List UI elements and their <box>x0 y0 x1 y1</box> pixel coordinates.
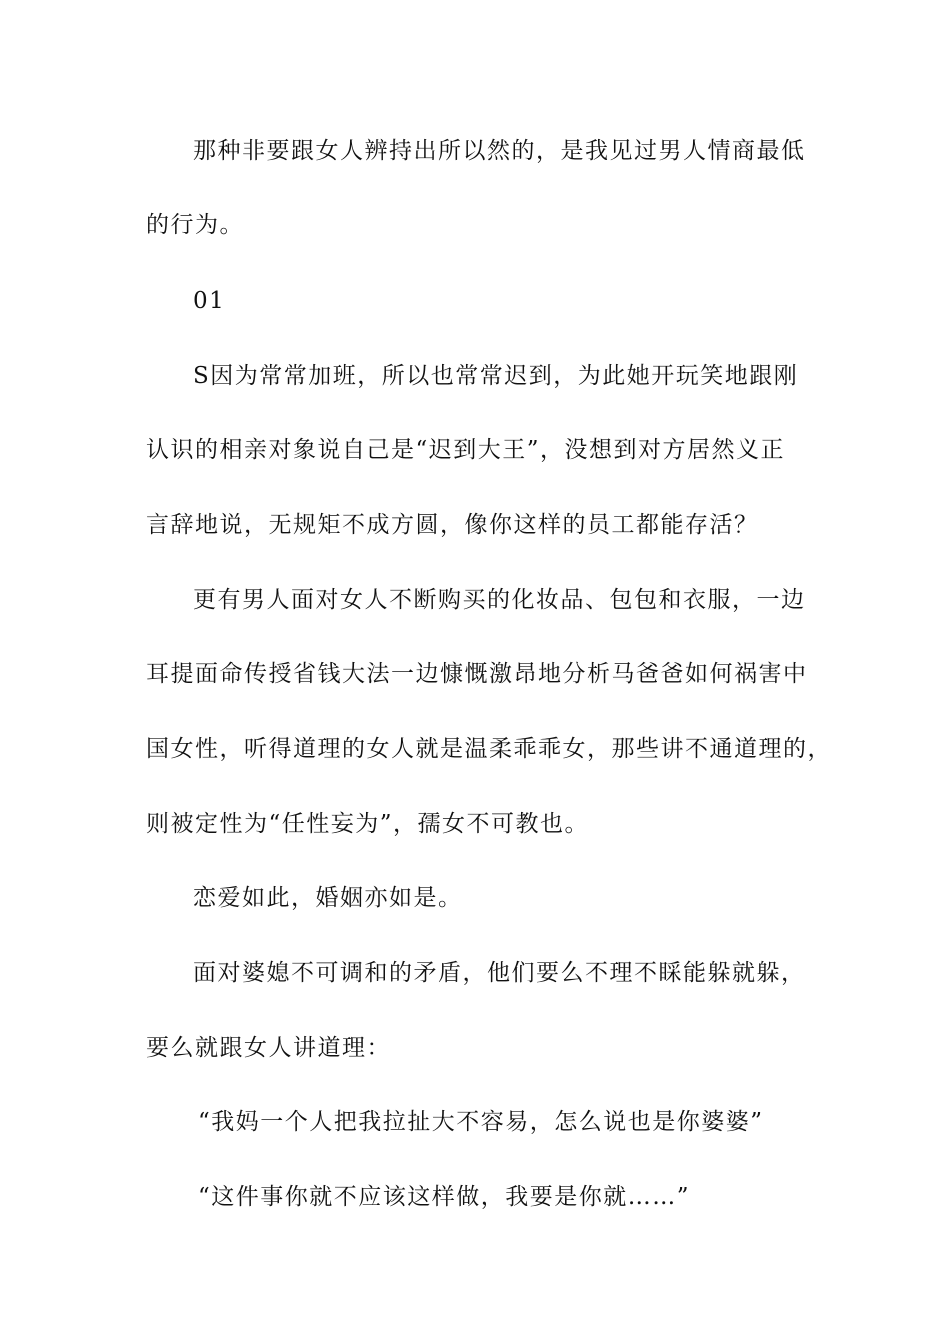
paragraph-3-line-2: 认识的相亲对象说自己是“迟到大王”，没想到对方居然义正 <box>146 437 786 463</box>
paragraph-4-line-2: 耳提面命传授省钱大法一边慷慨激昂地分析马爸爸如何祸害中 <box>146 661 808 687</box>
quote-1: “我妈一个人把我拉扯大不容易，怎么说也是你婆婆” <box>198 1109 764 1135</box>
section-number: 01 <box>193 288 226 314</box>
paragraph-1-line-1: 那种非要跟女人辨持出所以然的，是我见过男人情商最低 <box>193 138 806 164</box>
paragraph-4-line-4: 则被定性为“任性妄为”，孺女不可教也。 <box>146 811 590 837</box>
quote-2: “这件事你就不应该这样做，我要是你就……” <box>198 1184 691 1210</box>
paragraph-5-line-1: 恋爱如此，婚姻亦如是。 <box>193 885 463 911</box>
paragraph-6-line-2: 要么就跟女人讲道理： <box>146 1035 391 1061</box>
paragraph-4-line-3: 国女性，听得道理的女人就是温柔乖乖女，那些讲不通道理的， <box>146 736 832 762</box>
paragraph-1-line-2: 的行为。 <box>146 212 244 238</box>
paragraph-3-line-3: 言辞地说，无规矩不成方圆，像你这样的员工都能存活？ <box>146 512 759 538</box>
paragraph-3-line-1: S因为常常加班，所以也常常迟到，为此她开玩笑地跟刚 <box>193 363 799 389</box>
paragraph-4-line-1: 更有男人面对女人不断购买的化妆品、包包和衣服，一边 <box>193 587 806 613</box>
paragraph-6-line-1: 面对婆媳不可调和的矛盾，他们要么不理不睬能躲就躲， <box>193 960 806 986</box>
